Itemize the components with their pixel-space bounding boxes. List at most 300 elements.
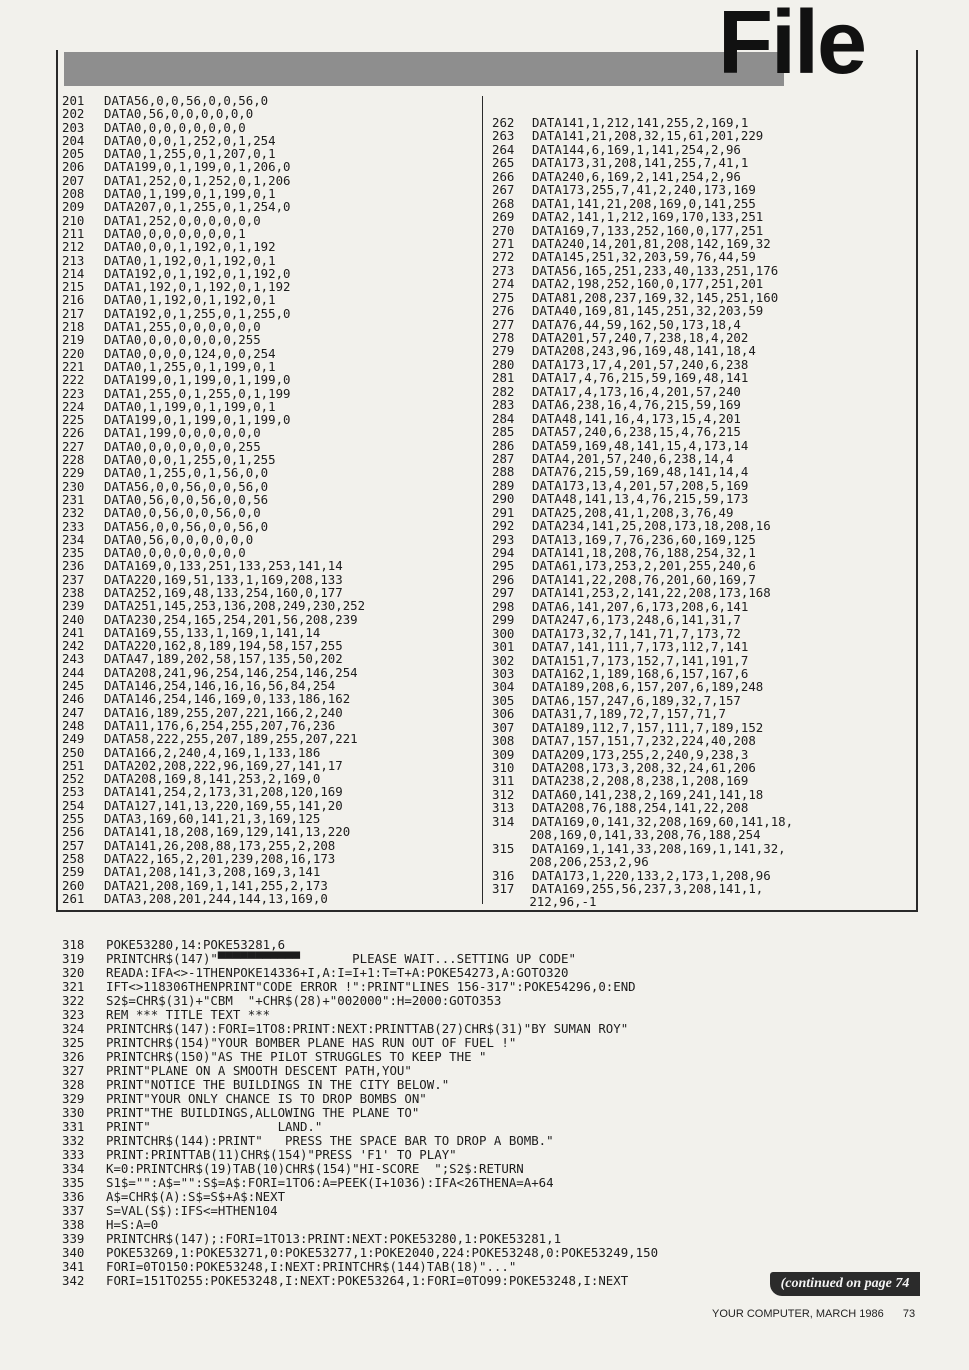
line-number: 245 bbox=[62, 678, 85, 694]
code-text: DATA0,1,192,0,1,192,0,1 bbox=[104, 252, 276, 268]
line-number: 257 bbox=[62, 837, 85, 853]
line-number: 303 bbox=[492, 665, 515, 681]
code-text: DATA40,169,81,145,251,32,203,59 bbox=[532, 303, 764, 319]
code-text: H=S:A=0 bbox=[106, 1217, 159, 1232]
code-line bbox=[62, 706, 478, 719]
code-text: DATA251,145,253,136,208,249,230,252 bbox=[104, 598, 366, 614]
line-number: 239 bbox=[62, 598, 85, 614]
line-number: 260 bbox=[62, 877, 85, 893]
code-line bbox=[62, 320, 478, 333]
code-line bbox=[62, 812, 478, 825]
code-text: DATA247,6,173,248,6,141,31,7 bbox=[532, 612, 741, 628]
line-number: 287 bbox=[492, 450, 515, 466]
line-number: 300 bbox=[492, 625, 515, 641]
line-number: 281 bbox=[492, 370, 515, 386]
code-line bbox=[492, 425, 912, 438]
line-number: 342 bbox=[62, 1273, 85, 1288]
code-line bbox=[62, 373, 478, 386]
code-text: DATA58,222,255,207,189,255,207,221 bbox=[104, 731, 358, 747]
code-line bbox=[62, 785, 478, 798]
code-line bbox=[62, 719, 478, 732]
code-line bbox=[492, 344, 912, 357]
line-number: 312 bbox=[492, 786, 515, 802]
code-text: FORI=0TO150:POKE53248,I:NEXT:PRINTCHR$(144)TAB(18)"..." bbox=[106, 1259, 517, 1274]
code-line bbox=[492, 600, 912, 613]
code-text: DATA17,4,173,16,4,201,57,240 bbox=[532, 383, 741, 399]
code-line bbox=[62, 1190, 942, 1204]
line-number: 215 bbox=[62, 279, 85, 295]
line-number: 340 bbox=[62, 1245, 85, 1260]
code-text: DATA238,2,208,8,238,1,208,169 bbox=[532, 773, 749, 789]
code-line bbox=[62, 493, 478, 506]
code-line bbox=[492, 842, 912, 869]
code-line bbox=[62, 240, 478, 253]
line-number: 241 bbox=[62, 624, 85, 640]
code-text: DATA173,255,7,41,2,240,173,169 bbox=[532, 182, 756, 198]
line-number: 223 bbox=[62, 385, 85, 401]
line-number: 253 bbox=[62, 784, 85, 800]
code-line bbox=[62, 1008, 942, 1022]
code-text: DATA3,208,201,244,144,13,169,0 bbox=[104, 890, 328, 906]
code-line bbox=[62, 980, 942, 994]
line-number: 229 bbox=[62, 465, 85, 481]
code-text: DATA16,189,255,207,221,166,2,240 bbox=[104, 704, 343, 720]
line-number: 289 bbox=[492, 477, 515, 493]
code-text: DATA6,238,16,4,76,215,59,169 bbox=[532, 397, 741, 413]
code-text: DATA141,253,2,141,22,208,173,168 bbox=[532, 585, 771, 601]
line-number: 266 bbox=[492, 168, 515, 184]
line-number: 237 bbox=[62, 571, 85, 587]
line-number: 227 bbox=[62, 438, 85, 454]
line-number: 211 bbox=[62, 225, 85, 241]
frame-border-left bbox=[56, 50, 58, 912]
code-line bbox=[62, 426, 478, 439]
code-text: DATA141,21,208,32,15,61,201,229 bbox=[532, 128, 764, 144]
line-number: 291 bbox=[492, 504, 515, 520]
code-line bbox=[492, 331, 912, 344]
line-number: 267 bbox=[492, 182, 515, 198]
line-number: 247 bbox=[62, 704, 85, 720]
listing-bottom bbox=[62, 938, 942, 1288]
code-text: DATA0,1,255,0,1,56,0,0 bbox=[104, 465, 269, 481]
code-line bbox=[62, 333, 478, 346]
code-text: DATA169,0,141,32,208,169,60,141,18, 208,169,0,141,33,208,76,188,254 bbox=[529, 813, 794, 843]
code-line bbox=[62, 639, 478, 652]
code-line bbox=[492, 613, 912, 626]
code-text: DATA1,208,141,3,208,169,3,141 bbox=[104, 864, 321, 880]
line-number: 234 bbox=[62, 531, 85, 547]
code-line bbox=[62, 938, 942, 952]
line-number: 204 bbox=[62, 132, 85, 148]
line-number: 326 bbox=[62, 1049, 85, 1064]
line-number: 270 bbox=[492, 222, 515, 238]
line-number: 292 bbox=[492, 518, 515, 534]
line-number: 321 bbox=[62, 979, 85, 994]
code-line bbox=[492, 774, 912, 787]
code-text: DATA141,1,212,141,255,2,169,1 bbox=[532, 115, 749, 130]
code-text: DATA56,0,0,56,0,0,56,0 bbox=[104, 93, 269, 108]
line-number: 217 bbox=[62, 305, 85, 321]
code-line bbox=[62, 94, 478, 107]
line-number: 235 bbox=[62, 545, 85, 561]
code-text: FORI=151TO255:POKE53248,I:NEXT:POKE53264,1:FORI=0TO99:POKE53248,I:NEXT bbox=[106, 1273, 629, 1288]
line-number: 210 bbox=[62, 212, 85, 228]
line-number: 213 bbox=[62, 252, 85, 268]
code-text: DATA57,240,6,238,15,4,76,215 bbox=[532, 424, 741, 440]
line-number: 256 bbox=[62, 824, 85, 840]
code-line bbox=[62, 732, 478, 745]
code-text: DATA60,141,238,2,169,241,141,18 bbox=[532, 786, 764, 802]
line-number: 341 bbox=[62, 1259, 85, 1274]
column-divider bbox=[482, 96, 483, 904]
code-text: DATA22,165,2,201,239,208,16,173 bbox=[104, 850, 336, 866]
code-line bbox=[62, 1078, 942, 1092]
code-line bbox=[62, 746, 478, 759]
code-line bbox=[492, 129, 912, 142]
code-line bbox=[62, 892, 478, 905]
line-number: 301 bbox=[492, 639, 515, 655]
code-line bbox=[492, 237, 912, 250]
line-number: 277 bbox=[492, 316, 515, 332]
code-line bbox=[62, 1036, 942, 1050]
page-footer bbox=[712, 1308, 915, 1320]
code-line bbox=[492, 801, 912, 814]
line-number: 293 bbox=[492, 531, 515, 547]
line-number: 264 bbox=[492, 141, 515, 157]
line-number: 207 bbox=[62, 172, 85, 188]
code-line bbox=[62, 966, 942, 980]
line-number: 263 bbox=[492, 128, 515, 144]
code-line bbox=[492, 143, 912, 156]
code-text: DATA0,56,0,0,0,0,0,0 bbox=[104, 106, 254, 122]
line-number: 316 bbox=[492, 867, 515, 883]
code-line bbox=[62, 347, 478, 360]
code-text: PRINT:PRINTTAB(11)CHR$(154)"PRESS 'F1' TO PLAY" bbox=[106, 1147, 457, 1162]
code-text: DATA201,57,240,7,238,18,4,202 bbox=[532, 330, 749, 345]
code-text: S=VAL(S$):IFS<=HTHEN104 bbox=[106, 1203, 278, 1218]
code-text: DATA81,208,237,169,32,145,251,160 bbox=[532, 289, 779, 305]
line-number: 333 bbox=[62, 1147, 85, 1162]
code-text: DATA0,0,0,0,124,0,0,254 bbox=[104, 345, 276, 361]
code-line bbox=[62, 1064, 942, 1078]
code-line bbox=[62, 533, 478, 546]
code-text: DATA0,0,0,0,0,0,0,0 bbox=[104, 545, 246, 561]
code-text: DATA0,56,0,0,0,0,0,0 bbox=[104, 531, 254, 547]
line-number: 299 bbox=[492, 612, 515, 628]
line-number: 307 bbox=[492, 719, 515, 735]
code-text: POKE53280,14:POKE53281,6 bbox=[106, 937, 286, 952]
code-line bbox=[492, 156, 912, 169]
code-line bbox=[62, 1246, 942, 1260]
code-text: DATA220,162,8,189,194,58,157,255 bbox=[104, 638, 343, 654]
frame-border-right bbox=[916, 50, 918, 912]
code-line bbox=[62, 679, 478, 692]
code-line bbox=[62, 387, 478, 400]
line-number: 314 bbox=[492, 813, 515, 829]
code-text: DATA1,199,0,0,0,0,0,0 bbox=[104, 425, 261, 441]
code-line bbox=[492, 680, 912, 693]
code-line bbox=[62, 1134, 942, 1148]
code-text: READA:IFA<>-1THENPOKE14336+I,A:I=I+1:T=T+A:POKE54273,A:GOTO320 bbox=[106, 965, 569, 980]
line-number: 226 bbox=[62, 425, 85, 441]
code-text: DATA169,1,141,33,208,169,1,141,32, 208,206,253,2,96 bbox=[529, 840, 786, 869]
code-line bbox=[492, 277, 912, 290]
line-number: 216 bbox=[62, 292, 85, 308]
code-text: DATA169,7,133,252,160,0,177,251 bbox=[532, 222, 764, 238]
code-text: IFT<>118306THENPRINT"CODE ERROR !":PRINT"LINES 156-317":POKE54296,0:END bbox=[106, 979, 636, 994]
line-number: 313 bbox=[492, 800, 515, 816]
code-text: DATA199,0,1,199,0,1,199,0 bbox=[104, 372, 291, 388]
code-line bbox=[492, 546, 912, 559]
code-text: DATA166,2,240,4,169,1,133,186 bbox=[104, 744, 321, 760]
code-line bbox=[492, 197, 912, 210]
line-number: 297 bbox=[492, 585, 515, 601]
code-line bbox=[492, 559, 912, 572]
code-text: S1$="":A$="":S$=A$:FORI=1TO6:A=PEEK(I+1036):IFA<26THENA=A+64 bbox=[106, 1175, 554, 1190]
code-line bbox=[62, 360, 478, 373]
line-number: 323 bbox=[62, 1007, 85, 1022]
code-line bbox=[492, 170, 912, 183]
code-line bbox=[492, 761, 912, 774]
code-text: DATA0,1,199,0,1,199,0,1 bbox=[104, 186, 276, 202]
code-line bbox=[62, 187, 478, 200]
line-number: 329 bbox=[62, 1091, 85, 1106]
code-text: DATA2,141,1,212,169,170,133,251 bbox=[532, 209, 764, 225]
code-text: DATA199,0,1,199,0,1,199,0 bbox=[104, 412, 291, 428]
line-number: 232 bbox=[62, 505, 85, 521]
line-number: 318 bbox=[62, 937, 85, 952]
code-text: DATA1,192,0,1,192,0,1,192 bbox=[104, 279, 291, 295]
line-number: 311 bbox=[492, 773, 515, 789]
code-line bbox=[492, 748, 912, 761]
code-text: DATA0,56,0,0,56,0,0,56 bbox=[104, 491, 269, 507]
code-text: DATA141,18,208,169,129,141,13,220 bbox=[104, 824, 351, 840]
code-text: DATA199,0,1,199,0,1,206,0 bbox=[104, 159, 291, 175]
line-number: 233 bbox=[62, 518, 85, 534]
line-number: 280 bbox=[492, 356, 515, 372]
code-text: PRINTCHR$(147);:FORI=1TO13:PRINT:NEXT:POKE53280,1:POKE53281,1 bbox=[106, 1231, 562, 1246]
line-number: 201 bbox=[62, 93, 85, 108]
code-text: DATA1,141,21,208,169,0,141,255 bbox=[532, 195, 756, 211]
code-text: DATA25,208,41,1,208,3,76,49 bbox=[532, 504, 734, 520]
code-line bbox=[492, 358, 912, 371]
code-line bbox=[492, 734, 912, 747]
code-text: DATA47,189,202,58,157,135,50,202 bbox=[104, 651, 343, 667]
code-text: DATA59,169,48,141,15,4,173,14 bbox=[532, 437, 749, 453]
code-text: DATA4,201,57,240,6,238,14,4 bbox=[532, 450, 734, 466]
code-text: DATA209,173,255,2,240,9,238,3 bbox=[532, 746, 749, 762]
code-text: PRINT"NOTICE THE BUILDINGS IN THE CITY BELOW." bbox=[106, 1077, 450, 1092]
code-text: PRINTCHR$(147):FORI=1TO8:PRINT:NEXT:PRINTTAB(27)CHR$(31)"BY SUMAN ROY" bbox=[106, 1021, 629, 1036]
code-line bbox=[492, 707, 912, 720]
line-number: 246 bbox=[62, 691, 85, 707]
code-text: DATA208,241,96,254,146,254,146,254 bbox=[104, 664, 358, 680]
code-line bbox=[62, 520, 478, 533]
line-number: 334 bbox=[62, 1161, 85, 1176]
listing-left-column bbox=[62, 94, 478, 905]
line-number: 309 bbox=[492, 746, 515, 762]
line-number: 209 bbox=[62, 199, 85, 215]
code-text: DATA0,1,192,0,1,192,0,1 bbox=[104, 292, 276, 308]
line-number: 242 bbox=[62, 638, 85, 654]
code-line bbox=[62, 1176, 942, 1190]
code-text: DATA17,4,76,215,59,169,48,141 bbox=[532, 370, 749, 386]
code-line bbox=[62, 599, 478, 612]
line-number: 231 bbox=[62, 491, 85, 507]
code-line bbox=[62, 759, 478, 772]
code-text: DATA208,243,96,169,48,141,18,4 bbox=[532, 343, 756, 359]
code-text: DATA151,7,173,152,7,141,191,7 bbox=[532, 652, 749, 668]
code-text: DATA141,254,2,173,31,208,120,169 bbox=[104, 784, 343, 800]
code-text: DATA0,0,0,0,0,0,0,255 bbox=[104, 332, 261, 348]
line-number: 302 bbox=[492, 652, 515, 668]
code-line bbox=[62, 652, 478, 665]
line-number: 294 bbox=[492, 545, 515, 560]
line-number: 251 bbox=[62, 757, 85, 773]
code-text: DATA202,208,222,96,169,27,141,17 bbox=[104, 757, 343, 773]
code-text: DATA162,1,189,168,6,157,167,6 bbox=[532, 665, 749, 681]
line-number: 218 bbox=[62, 319, 85, 335]
code-line bbox=[492, 694, 912, 707]
line-number: 222 bbox=[62, 372, 85, 388]
code-line bbox=[62, 852, 478, 865]
code-line bbox=[492, 183, 912, 196]
code-line bbox=[62, 559, 478, 572]
code-text: DATA6,157,247,6,189,32,7,157 bbox=[532, 692, 741, 708]
code-line bbox=[62, 772, 478, 785]
line-number: 252 bbox=[62, 771, 85, 787]
code-line bbox=[62, 214, 478, 227]
code-text: DATA208,76,188,254,141,22,208 bbox=[532, 800, 749, 816]
code-text: DATA76,215,59,169,48,141,14,4 bbox=[532, 464, 749, 480]
code-line bbox=[492, 586, 912, 599]
code-text: DATA0,0,56,0,0,56,0,0 bbox=[104, 505, 261, 521]
code-line bbox=[62, 480, 478, 493]
line-number: 295 bbox=[492, 558, 515, 574]
line-number: 328 bbox=[62, 1077, 85, 1092]
code-text: DATA0,0,0,0,0,0,0,255 bbox=[104, 438, 261, 454]
code-text: DATA189,112,7,157,111,7,189,152 bbox=[532, 719, 764, 735]
code-text: PRINTCHR$(144):PRINT" PRESS THE SPACE BAR TO DROP A BOMB." bbox=[106, 1133, 554, 1148]
code-text: PRINTCHR$(150)"AS THE PILOT STRUGGLES TO KEEP THE " bbox=[106, 1049, 487, 1064]
code-line bbox=[62, 107, 478, 120]
code-line bbox=[62, 865, 478, 878]
line-number: 265 bbox=[492, 155, 515, 171]
code-line bbox=[492, 412, 912, 425]
line-number: 284 bbox=[492, 410, 515, 426]
code-line bbox=[492, 573, 912, 586]
code-text: PRINTCHR$(147)"▀▀▀▀▀▀▀▀▀▀▀ PLEASE WAIT...SETTING UP CODE" bbox=[106, 951, 576, 966]
line-number: 205 bbox=[62, 146, 85, 162]
code-line bbox=[62, 147, 478, 160]
code-text: DATA169,55,133,1,169,1,141,14 bbox=[104, 624, 321, 640]
line-number: 214 bbox=[62, 265, 85, 281]
line-number: 315 bbox=[492, 840, 515, 856]
line-number: 325 bbox=[62, 1035, 85, 1050]
line-number: 320 bbox=[62, 965, 85, 980]
code-text: DATA11,176,6,254,255,207,76,236 bbox=[104, 717, 336, 733]
code-text: K=0:PRINTCHR$(19)TAB(10)CHR$(154)"HI-SCORE ";S2$:RETURN bbox=[106, 1161, 524, 1176]
line-number: 259 bbox=[62, 864, 85, 880]
code-line bbox=[492, 882, 912, 909]
line-number: 337 bbox=[62, 1203, 85, 1218]
code-line bbox=[62, 227, 478, 240]
code-text: DATA189,208,6,157,207,6,189,248 bbox=[532, 679, 764, 695]
code-line bbox=[492, 318, 912, 331]
code-text: DATA0,0,0,1,252,0,1,254 bbox=[104, 132, 276, 148]
code-text: DATA240,14,201,81,208,142,169,32 bbox=[532, 235, 771, 251]
line-number: 331 bbox=[62, 1119, 85, 1134]
code-line bbox=[492, 304, 912, 317]
code-text: DATA76,44,59,162,50,173,18,4 bbox=[532, 316, 741, 332]
footer-magazine: YOUR COMPUTER, MARCH 1986 bbox=[712, 1308, 884, 1320]
line-number: 254 bbox=[62, 797, 85, 813]
code-text: DATA208,173,3,208,32,24,61,206 bbox=[532, 760, 756, 775]
code-line bbox=[62, 626, 478, 639]
code-text: DATA252,169,48,133,254,160,0,177 bbox=[104, 584, 343, 600]
code-line bbox=[492, 506, 912, 519]
line-number: 285 bbox=[492, 424, 515, 440]
code-line bbox=[62, 1148, 942, 1162]
code-text: DATA240,6,169,2,141,254,2,96 bbox=[532, 168, 741, 184]
code-text: DATA192,0,1,192,0,1,192,0 bbox=[104, 265, 291, 281]
code-text: DATA0,0,0,1,255,0,1,255 bbox=[104, 452, 276, 468]
code-line bbox=[62, 1106, 942, 1120]
code-line bbox=[62, 1162, 942, 1176]
code-line bbox=[492, 788, 912, 801]
code-line bbox=[62, 1218, 942, 1232]
line-number: 317 bbox=[492, 880, 515, 896]
line-number: 203 bbox=[62, 119, 85, 135]
code-line bbox=[62, 825, 478, 838]
code-text: DATA31,7,189,72,7,157,71,7 bbox=[532, 706, 726, 722]
code-text: DATA1,252,0,1,252,0,1,206 bbox=[104, 172, 291, 188]
footer-page-number: 73 bbox=[902, 1308, 916, 1320]
line-number: 298 bbox=[492, 598, 515, 614]
code-text: DATA234,141,25,208,173,18,208,16 bbox=[532, 518, 771, 534]
code-text: DATA173,32,7,141,71,7,173,72 bbox=[532, 625, 741, 641]
code-text: DATA0,0,0,0,0,0,0,1 bbox=[104, 225, 246, 241]
code-line bbox=[492, 264, 912, 277]
line-number: 250 bbox=[62, 744, 85, 760]
line-number: 322 bbox=[62, 993, 85, 1008]
line-number: 244 bbox=[62, 664, 85, 680]
line-number: 238 bbox=[62, 584, 85, 600]
code-line bbox=[62, 160, 478, 173]
code-text: DATA7,141,111,7,173,112,7,141 bbox=[532, 639, 749, 655]
code-text: DATA56,0,0,56,0,0,56,0 bbox=[104, 518, 269, 534]
code-text: DATA2,198,252,160,0,177,251,201 bbox=[532, 276, 764, 292]
code-line bbox=[492, 371, 912, 384]
code-text: DATA56,0,0,56,0,0,56,0 bbox=[104, 478, 269, 494]
code-line bbox=[492, 815, 912, 842]
code-line bbox=[62, 440, 478, 453]
line-number: 240 bbox=[62, 611, 85, 627]
code-line bbox=[492, 492, 912, 505]
code-line bbox=[62, 1050, 942, 1064]
code-line bbox=[492, 479, 912, 492]
code-line bbox=[62, 413, 478, 426]
line-number: 212 bbox=[62, 239, 85, 255]
code-text: DATA144,6,169,1,141,254,2,96 bbox=[532, 141, 741, 157]
code-line bbox=[492, 250, 912, 263]
line-number: 278 bbox=[492, 330, 515, 345]
code-line bbox=[62, 466, 478, 479]
line-number: 224 bbox=[62, 398, 85, 414]
code-text: S2$=CHR$(31)+"CBM "+CHR$(28)+"002000":H=2000:GOTO353 bbox=[106, 993, 502, 1008]
line-number: 225 bbox=[62, 412, 85, 428]
line-number: 221 bbox=[62, 358, 85, 374]
